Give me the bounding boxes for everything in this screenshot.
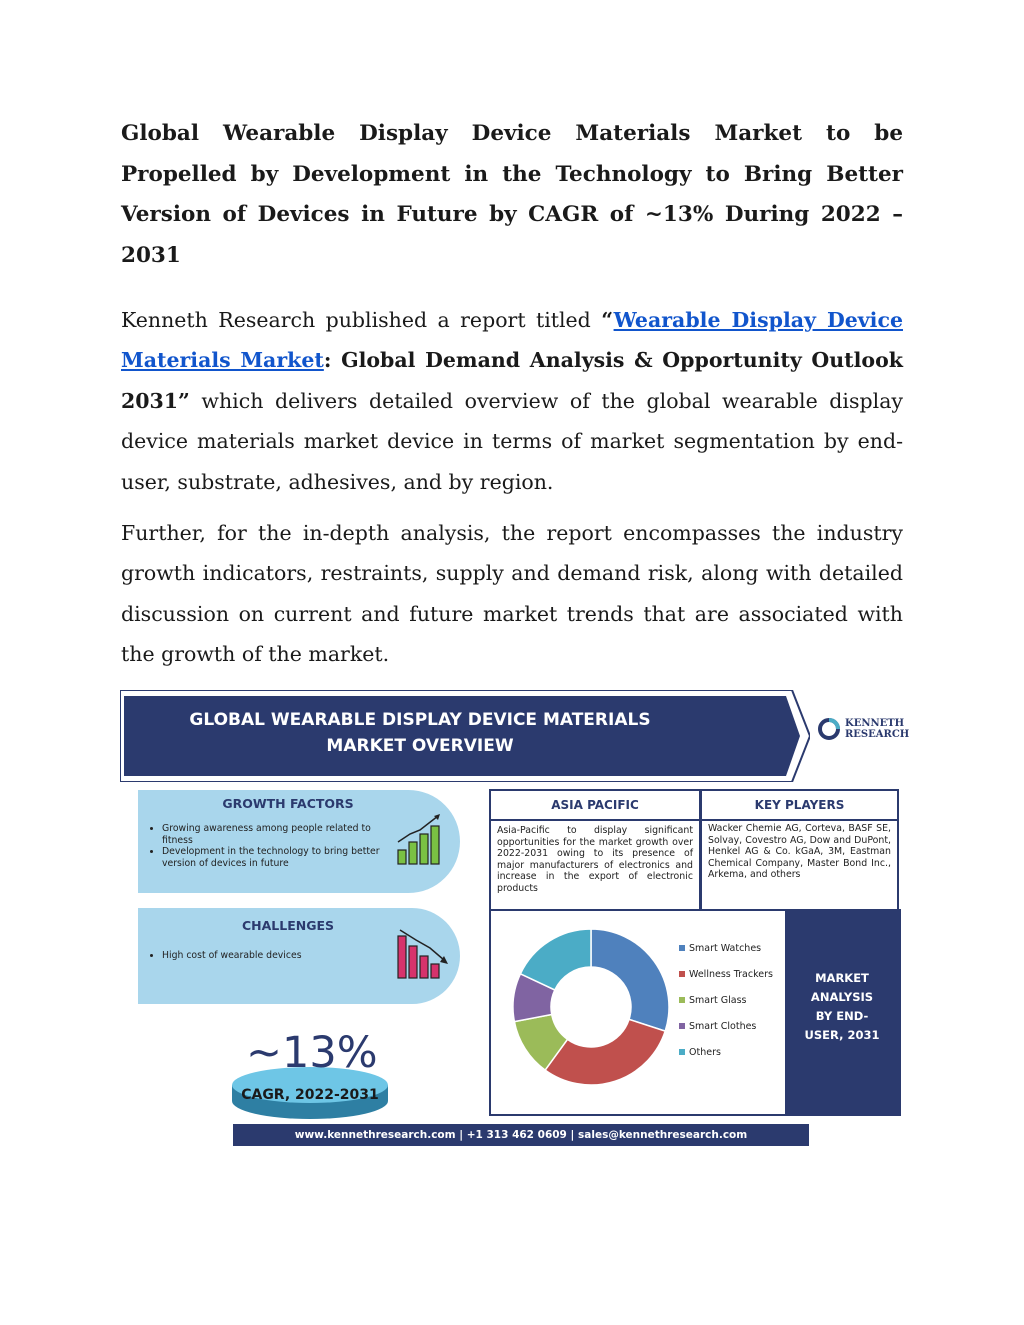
intro-suffix: which delivers detailed overview of the global wearable display device materials market device in terms of market segmentation by end-user, substrate, adhesives, and by region. [121, 388, 903, 494]
key-players-text: Wacker Chemie AG, Corteva, BASF SE, Solvay, Covestro AG, Dow and DuPont, Henkel AG & Co. kGaA, 3M, Eastman Chemical Company, Master Bond Inc., Arkema, and others [708, 823, 891, 880]
legend-label: Smart Clothes [689, 1021, 757, 1032]
article-headline: Global Wearable Display Device Materials Market to be Propelled by Development in the Technology to Bring Better Version of Devices in Future by CAGR of ~13% During 2022 – 2031 [121, 121, 903, 268]
panel-line: ANALYSIS [810, 990, 874, 1004]
asia-pacific-title: ASIA PACIFIC [491, 791, 699, 821]
contact-footer: www.kennethresearch.com | +1 313 462 0609 | sales@kennethresearch.com [233, 1124, 809, 1146]
panel-line: MARKET [815, 971, 869, 985]
market-analysis-label [785, 969, 899, 1045]
analysis-paragraph: Further, for the in-depth analysis, the report encompasses the industry growth indicators, restraints, supply and demand risk, along with detailed discussion on current and future market trends that are associated with the growth of the market. [121, 521, 903, 667]
legend-label: Smart Glass [689, 995, 747, 1006]
legend-item [679, 969, 789, 980]
logo-line1: KENNETH [845, 718, 905, 729]
growth-item: • Development in the technology to bring better version of devices in future [162, 846, 390, 869]
legend-swatch [679, 945, 685, 951]
legend-item [679, 943, 789, 954]
growth-item: • Growing awareness among people related to fitness [162, 823, 390, 846]
legend-label: Smart Watches [689, 943, 762, 954]
cagr-value: ~13% [246, 1028, 378, 1078]
banner-title-line2: MARKET OVERVIEW [326, 736, 514, 756]
legend-swatch [679, 971, 685, 977]
challenges-list [150, 950, 390, 962]
report-title-rest: : Global Demand Analysis & Opportunity Outlook 2031” [121, 348, 903, 413]
legend-label: Wellness Trackers [689, 969, 773, 980]
logo-mark-icon [818, 718, 840, 740]
end-user-chart-box [489, 909, 901, 1116]
banner-title-line1: GLOBAL WEARABLE DISPLAY DEVICE MATERIALS [189, 710, 651, 730]
market-analysis-panel [785, 911, 899, 1114]
growth-factors-list [150, 823, 390, 869]
key-players-box [700, 789, 899, 911]
open-quote: “ [601, 308, 614, 332]
intro-paragraph [121, 300, 903, 502]
legend-swatch [679, 1023, 685, 1029]
panel-line: USER, 2031 [804, 1028, 880, 1042]
legend-item [679, 1047, 789, 1058]
legend-swatch [679, 997, 685, 1003]
key-players-title: KEY PLAYERS [702, 791, 897, 821]
growth-chart-icon [396, 812, 448, 866]
donut-slice-wellness-trackers [545, 1019, 665, 1085]
legend-item [679, 995, 789, 1006]
growth-factors-title: GROWTH FACTORS [222, 796, 354, 811]
report-link[interactable]: Wearable Display Device Materials Market [121, 308, 903, 373]
donut-slice-smart-watches [591, 929, 669, 1031]
legend-swatch [679, 1049, 685, 1055]
challenges-panel [138, 908, 460, 1004]
legend-item [679, 1021, 789, 1032]
market-overview-infographic [120, 690, 910, 1150]
intro-prefix: Kenneth Research published a report titled [121, 308, 602, 332]
challenges-title: CHALLENGES [241, 918, 335, 933]
end-user-donut-chart [511, 927, 671, 1087]
cagr-label: CAGR, 2022-2031 [241, 1087, 379, 1103]
asia-pacific-text: Asia-Pacific to display significant opportunities for the market growth over 2022-2031 owing to its presence of major manufacturers of electronics and increase in the export of electronic products [497, 825, 693, 894]
kenneth-research-logo [818, 718, 909, 740]
logo-line2: RESEARCH [845, 729, 910, 740]
growth-factors-panel [138, 790, 460, 893]
decline-chart-icon [396, 926, 452, 982]
banner-title [130, 707, 710, 759]
asia-pacific-box [489, 789, 701, 911]
panel-line: BY END- [815, 1009, 869, 1023]
challenge-item: • High cost of wearable devices [162, 950, 390, 962]
legend-label: Others [689, 1047, 721, 1058]
